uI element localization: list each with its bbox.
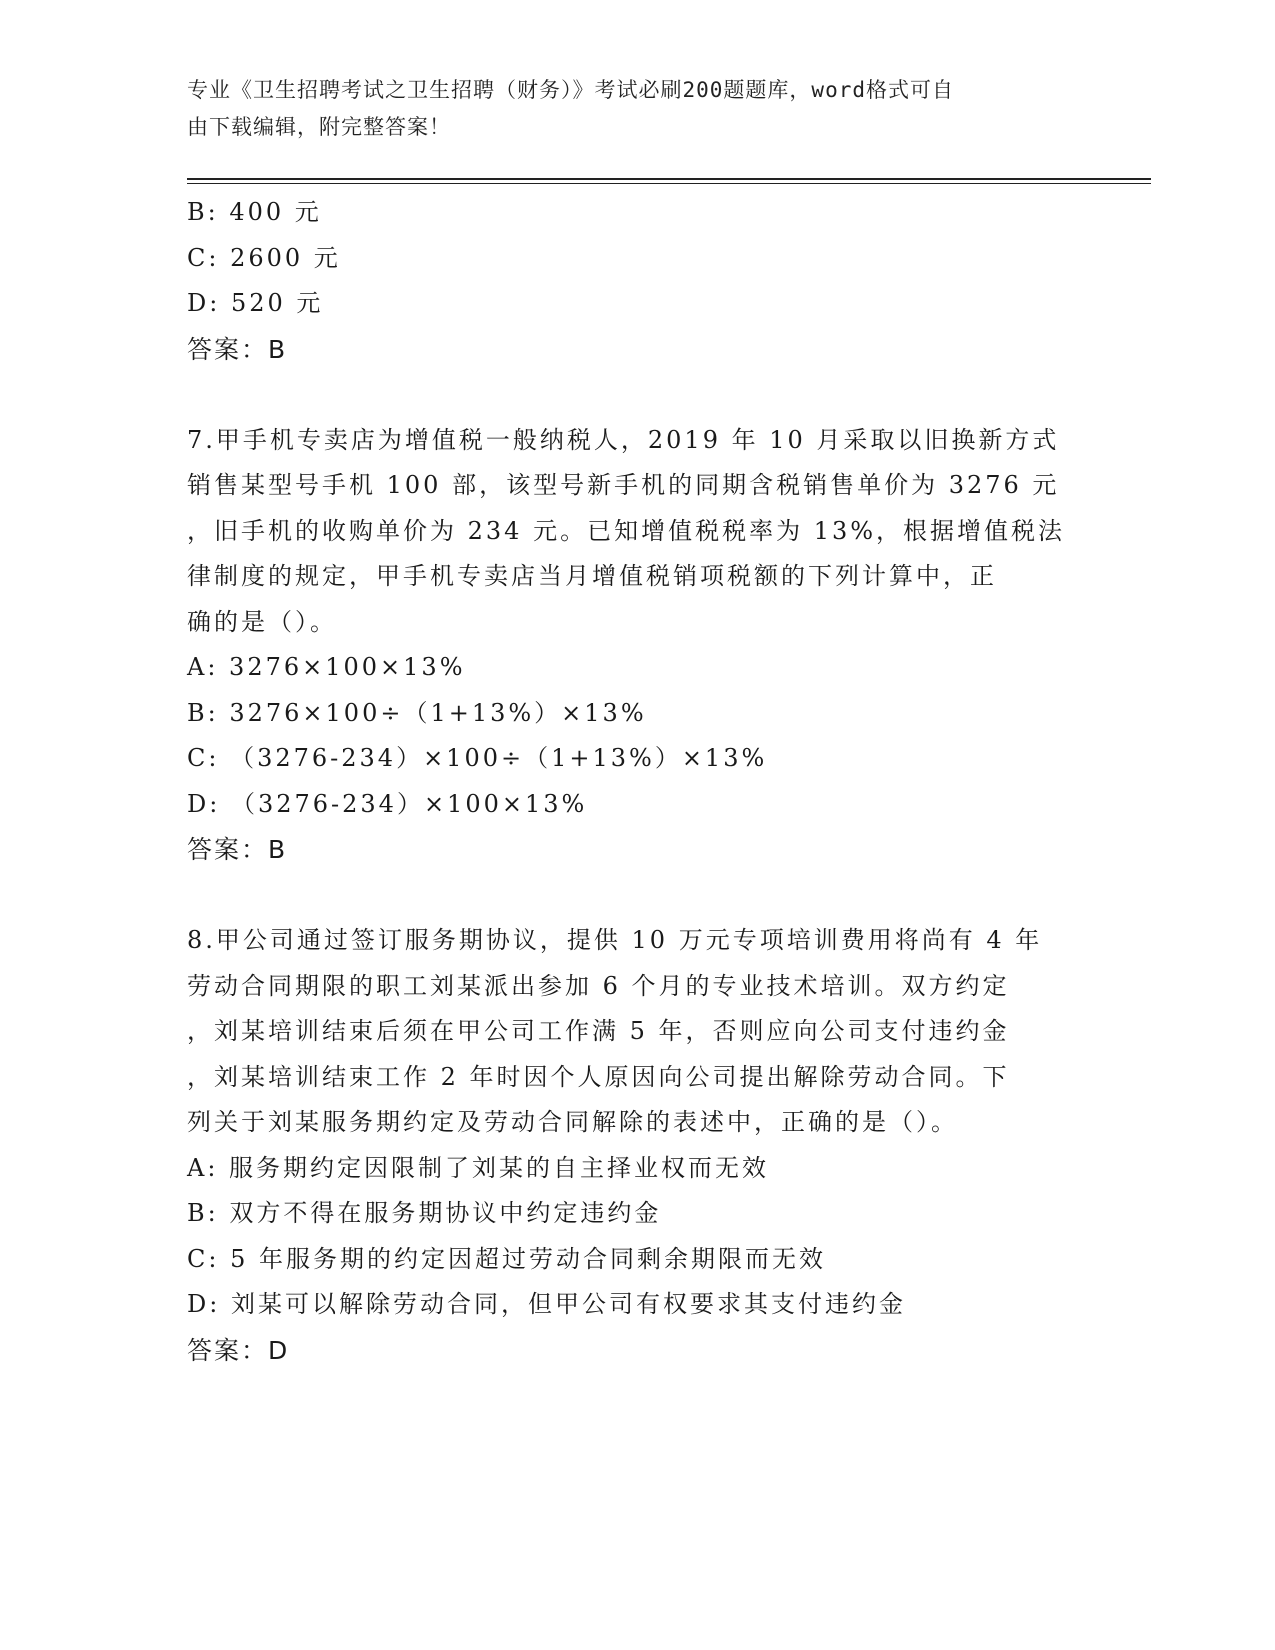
question-7	[187, 418, 1087, 873]
q8-stem-line: 列关于刘某服务期约定及劳动合同解除的表述中，正确的是（）。	[187, 1108, 958, 1136]
q6-option-d: D: 520 元	[187, 289, 324, 317]
header-line-2: 由下载编辑，附完整答案！	[187, 115, 451, 139]
q8-option-b: B: 双方不得在服务期协议中约定违约金	[187, 1199, 662, 1227]
q8-answer: 答案：D	[187, 1335, 290, 1365]
q7-option-b: B: 3276×100÷（1+13%）×13%	[187, 698, 647, 727]
question-8	[187, 918, 1087, 1373]
q8-stem-line: ，刘某培训结束后须在甲公司工作满 5 年，否则应向公司支付违约金	[187, 1017, 1010, 1045]
q7-option-c: C: （3276-234）×100÷（1+13%）×13%	[187, 744, 768, 772]
spacer	[187, 372, 1087, 418]
document-body	[187, 190, 1087, 1373]
header-divider-thin	[187, 183, 1151, 184]
q7-stem-line: 确的是（）。	[187, 607, 337, 636]
q7-stem-line: 律制度的规定，甲手机专卖店当月增值税销项税额的下列计算中，正	[187, 562, 997, 590]
header-line-1: 专业《卫生招聘考试之卫生招聘（财务）》考试必刷200题题库，word格式可自	[187, 78, 954, 102]
q6-answer: 答案：B	[187, 334, 288, 364]
q8-stem-line: ，刘某培训结束工作 2 年时因个人原因向公司提出解除劳动合同。下	[187, 1062, 1010, 1091]
spacer	[187, 873, 1087, 919]
q8-option-c: C: 5 年服务期的约定因超过劳动合同剩余期限而无效	[187, 1244, 826, 1273]
question-6-tail	[187, 190, 1087, 372]
document-header	[187, 72, 1067, 146]
q7-stem-line: ，旧手机的收购单价为 234 元。已知增值税税率为 13%，根据增值税法	[187, 516, 1066, 545]
q7-stem-line: 销售某型号手机 100 部，该型号新手机的同期含税销售单价为 3276 元	[187, 471, 1060, 499]
q8-option-d: D: 刘某可以解除劳动合同，但甲公司有权要求其支付违约金	[187, 1290, 906, 1318]
q8-option-a: A: 服务期约定因限制了刘某的自主择业权而无效	[187, 1153, 770, 1182]
q8-stem-line: 8.甲公司通过签订服务期协议，提供 10 万元专项培训费用将尚有 4 年	[187, 926, 1043, 954]
q8-stem-line: 劳动合同期限的职工刘某派出参加 6 个月的专业技术培训。双方约定	[187, 971, 1010, 1000]
q6-option-b: B: 400 元	[187, 198, 322, 226]
header-divider-thick	[187, 178, 1151, 180]
q7-option-a: A: 3276×100×13%	[187, 653, 466, 681]
q6-option-c: C: 2600 元	[187, 243, 341, 272]
q7-option-d: D: （3276-234）×100×13%	[187, 789, 588, 818]
q7-stem-line: 7.甲手机专卖店为增值税一般纳税人，2019 年 10 月采取以旧换新方式	[187, 425, 1060, 454]
q7-answer: 答案：B	[187, 835, 288, 864]
